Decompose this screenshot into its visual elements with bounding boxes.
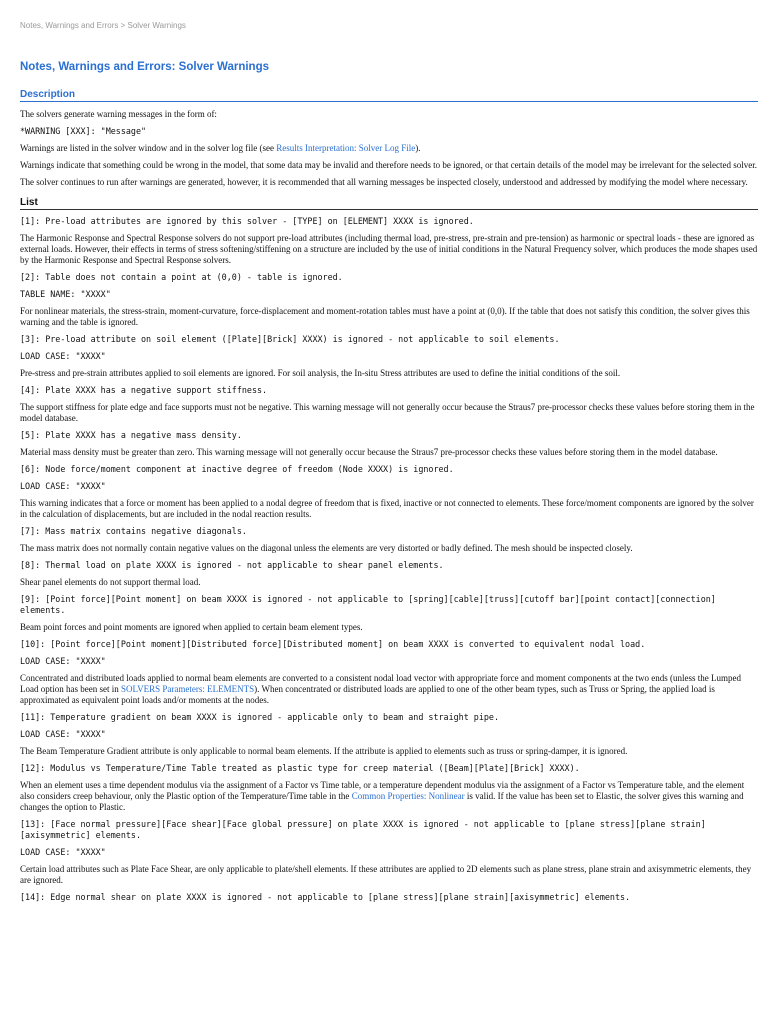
- warning-10: [20, 639, 758, 706]
- warning-4: [20, 385, 758, 424]
- warning-12: [20, 763, 758, 813]
- warning-description: Beam point forces and point moments are ignored when applied to certain beam element types.: [20, 622, 363, 632]
- common-properties-nonlinear-link[interactable]: Common Properties: Nonlinear: [351, 791, 465, 801]
- warning-description: The Beam Temperature Gradient attribute is only applicable to normal beam elements. If the attribute is applied to elements such as truss or spring-damper, it is ignored.: [20, 746, 628, 756]
- warning-description: For nonlinear materials, the stress-strain, moment-curvature, force-displacement and moment-rotation tables must have a point at (0,0). If the table that does not satisfy this condition, the solver gives this warning and the table is ignored.: [20, 306, 750, 327]
- warning-11: [20, 712, 758, 757]
- log-text-before: Warnings are listed in the solver window and in the solver log file (see: [20, 143, 277, 153]
- warning-format: *WARNING [XXX]: "Message": [20, 126, 147, 136]
- description-log-paragraph: [20, 143, 758, 154]
- warning-description: Material mass density must be greater than zero. This warning message will not generally occur because the Straus7 pre-processor checks these values before storing them in the model database.: [20, 447, 718, 457]
- log-text-after: ).: [415, 143, 421, 153]
- description-paragraph-3: Warnings indicate that something could be wrong in the model, that some data may be invalid and therefore needs to be ignored, or that certain details of the model may be irrelevant for the selected solver.: [20, 160, 758, 170]
- warning-code: [4]: Plate XXXX has a negative support stiffness.: [20, 385, 268, 395]
- warning-code: [1]: Pre-load attributes are ignored by this solver - [TYPE] on [ELEMENT] XXXX is ignored.: [20, 216, 474, 226]
- warning-code: [8]: Thermal load on plate XXXX is ignored - not applicable to shear panel elements.: [20, 560, 444, 570]
- solvers-parameters-elements-link[interactable]: SOLVERS Parameters: ELEMENTS: [120, 684, 255, 694]
- warning-5: [20, 430, 758, 458]
- list-heading: List: [20, 197, 758, 210]
- warning-code: [14]: Edge normal shear on plate XXXX is ignored - not applicable to [plane stress][plane strain][axisymmetric] elements.: [20, 892, 631, 902]
- warning-text-after: ). When concentrated or distributed loads are applied to one of the other beam types, such as Truss or Spring, the applied load is approximated as equivalent point loads and/or moments at the nodes.: [20, 684, 715, 705]
- warning-subline: LOAD CASE: "XXXX": [20, 729, 106, 739]
- page-title: Notes, Warnings and Errors: Solver Warnings: [20, 61, 269, 73]
- description-intro: The solvers generate warning messages in the form of:: [20, 109, 217, 119]
- warning-description: The Harmonic Response and Spectral Response solvers do not support pre-load attributes (including thermal load, pre-stress, pre-strain and pre-tension) as harmonic or spectral loads - these are ignored as external loads. However, their effects in terms of stress softening/stiffening on a structure are included by the use of initial conditions in the Natural Frequency solver, which produces the mode shapes used by the Harmonic Response and Spectral Response solvers.: [20, 233, 758, 265]
- warning-subline: TABLE NAME: "XXXX": [20, 289, 111, 299]
- warning-code: [2]: Table does not contain a point at (0,0) - table is ignored.: [20, 272, 343, 282]
- warning-description: Certain load attributes such as Plate Face Shear, are only applicable to plate/shell elements. If these attributes are applied to 2D elements such as plane stress, plane strain and axisymmetric elements, they are ignored.: [20, 864, 752, 885]
- main-content: [20, 89, 758, 909]
- warning-13: [20, 819, 758, 886]
- warning-text-before: When an element uses a time dependent modulus via the assignment of a Factor vs Time table, or a temperature dependent modulus via the assignment of a Factor vs Temperature table, and the element also considers creep behaviour, only the Plastic option of the Temperature/Time table in the: [20, 780, 745, 801]
- warning-1: [20, 216, 758, 266]
- warning-code: [10]: [Point force][Point moment][Distributed force][Distributed moment] on beam XXXX is converted to equivalent nodal load.: [20, 639, 646, 649]
- warning-code: [9]: [Point force][Point moment] on beam XXXX is ignored - not applicable to [spring][cable][truss][cutoff bar][point contact][connection] elements.: [20, 594, 721, 615]
- warning-code: [7]: Mass matrix contains negative diagonals.: [20, 526, 247, 536]
- warning-code: [5]: Plate XXXX has a negative mass density.: [20, 430, 242, 440]
- warning-9: [20, 594, 758, 633]
- warning-description: Pre-stress and pre-strain attributes applied to soil elements are ignored. For soil analysis, the In-situ Stress attributes are used to define the initial conditions of the soil.: [20, 368, 621, 378]
- breadcrumb[interactable]: Notes, Warnings and Errors > Solver Warnings: [20, 21, 186, 30]
- warning-code: [11]: Temperature gradient on beam XXXX is ignored - applicable only to beam and straight pipe.: [20, 712, 500, 722]
- warning-2: [20, 272, 758, 328]
- solver-log-file-link[interactable]: Results Interpretation: Solver Log File: [276, 143, 416, 153]
- warning-text-before: Concentrated and distributed loads applied to normal beam elements are converted to a consistent nodal load vector with appropriate force and moment components at the two ends (unless the Lumped Load option has been set in: [20, 673, 742, 694]
- warning-subline: LOAD CASE: "XXXX": [20, 351, 106, 361]
- warning-description: The support stiffness for plate edge and face supports must not be negative. This warning message will not generally occur because the Straus7 pre-processor checks these values before storing them in the model database.: [20, 402, 755, 423]
- warning-description: This warning indicates that a force or moment has been applied to a nodal degree of freedom that is fixed, inactive or not connected to elements. These force/moment components are ignored by the solver in the calculation of displacements, but are included in the nodal reaction results.: [20, 498, 754, 519]
- warning-code: [3]: Pre-load attribute on soil element ([Plate][Brick] XXXX) is ignored - not applicable to soil elements.: [20, 334, 560, 344]
- warning-code: [6]: Node force/moment component at inactive degree of freedom (Node XXXX) is ignored.: [20, 464, 454, 474]
- warning-7: [20, 526, 758, 554]
- warning-code: [12]: Modulus vs Temperature/Time Table treated as plastic type for creep material ([Beam][Plate][Brick] XXXX).: [20, 763, 580, 773]
- warning-description: [20, 673, 758, 706]
- warning-subline: LOAD CASE: "XXXX": [20, 847, 106, 857]
- description-heading: Description: [20, 89, 758, 102]
- warning-14: [20, 892, 758, 903]
- warning-description: Shear panel elements do not support thermal load.: [20, 577, 201, 587]
- warning-description: [20, 780, 758, 813]
- warning-subline: LOAD CASE: "XXXX": [20, 481, 106, 491]
- warning-3: [20, 334, 758, 379]
- warning-text-after: is valid. If the value has been set to Elastic, the solver gives this warning and changes the option to Plastic.: [20, 791, 744, 812]
- warning-subline: LOAD CASE: "XXXX": [20, 656, 106, 666]
- warning-8: [20, 560, 758, 588]
- warning-description: The mass matrix does not normally contain negative values on the diagonal unless the elements are very distorted or badly defined. The mesh should be inspected closely.: [20, 543, 633, 553]
- description-paragraph-4: The solver continues to run after warnings are generated, however, it is recommended that all warning messages be inspected closely, understood and addressed by modifying the model where necessary.: [20, 177, 748, 187]
- warning-6: [20, 464, 758, 520]
- warning-code: [13]: [Face normal pressure][Face shear][Face global pressure] on plate XXXX is ignored - not applicable to [plane stress][plane strain][axisymmetric] elements.: [20, 819, 706, 840]
